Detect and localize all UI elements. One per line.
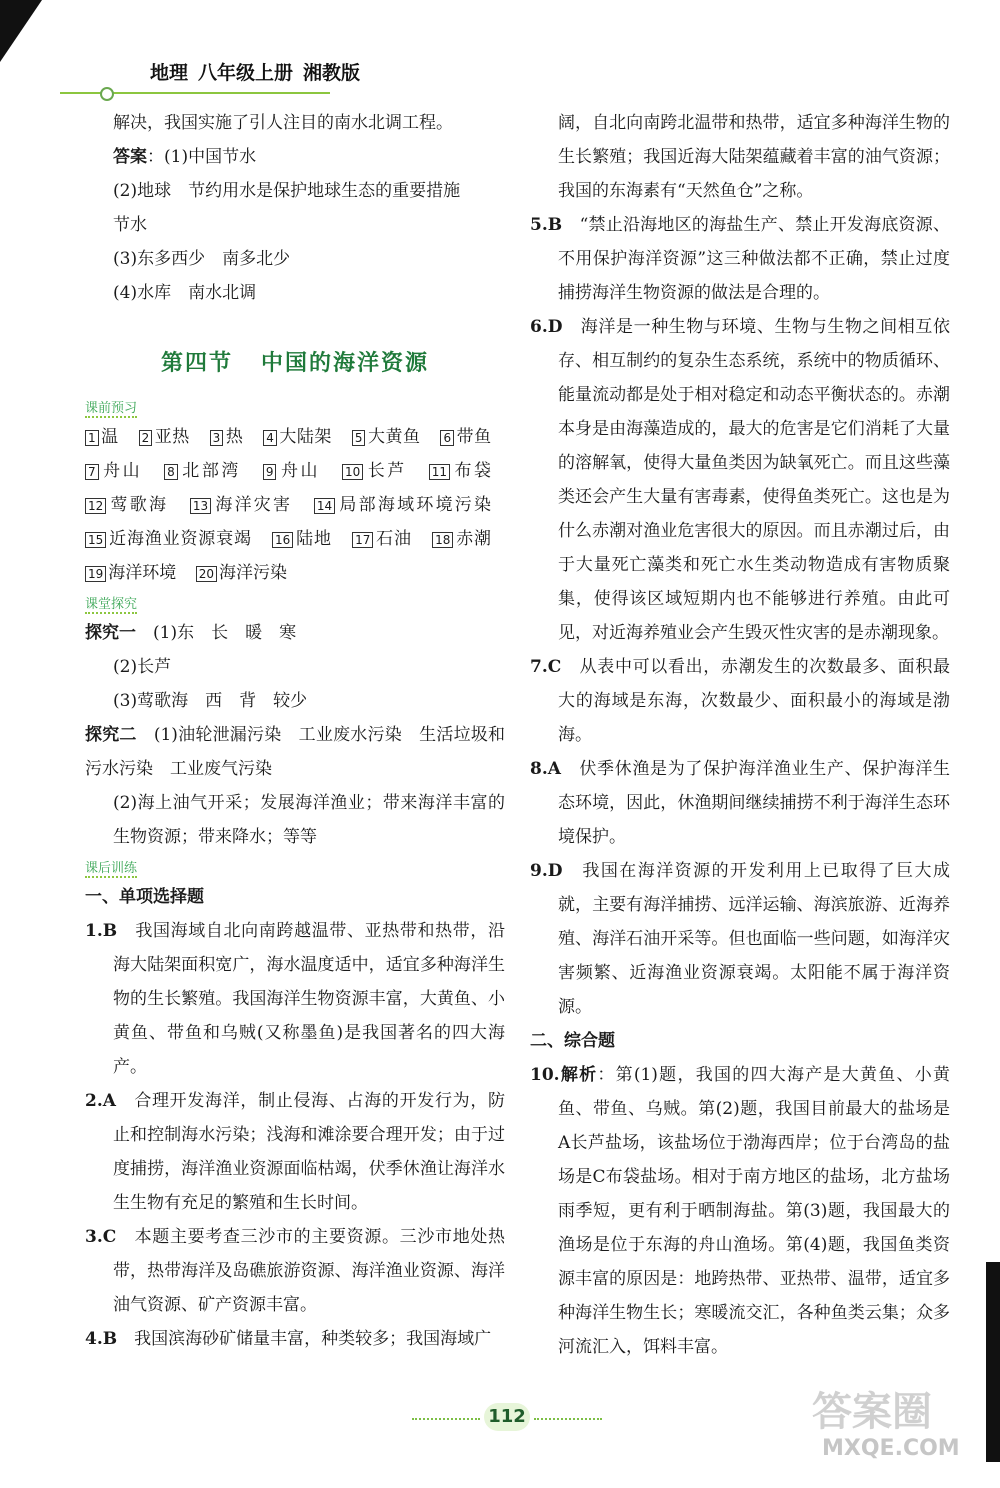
q10-text: ：第(1)题，我国的四大海产是大黄鱼、小黄鱼、带鱼、乌贼。第(2)题，我国目前最大的盐场是A长芦盐场，该盐场位于渤海西岸；位于台湾岛的盐场是C布袋盐场。相对于南方地区的盐场，北方盐场雨季短，更有利于晒制海盐。第(3)题，我国最大的渔场是位于东海的舟山渔场。第(4)题，我国鱼类资源丰富的原因是：地跨热带、亚热带、温带，适宜多种海洋生物生长；寒暖流交汇，各种鱼类云集；众多河流汇入，饵料丰富。 [558,1065,950,1357]
preview-answer-text: 舟山 [278,461,321,481]
preview-answer-number: 10 [342,464,363,480]
preview-answer-item [196,563,287,583]
part1-title: 一、单项选择题 [85,887,204,907]
answer-2b: 节水 [113,215,147,235]
q6-number: 6.D [530,317,563,337]
preview-answer-item [429,461,491,481]
q5-number: 5.B [530,215,563,235]
tag-practice [85,858,505,880]
q9-text: 我国在海洋资源的开发利用上已取得了巨大成就，主要有海洋捕捞、远洋运输、海滨旅游、近海养殖、海洋石油开采等。但也面临一些问题，如海洋灾害频繁、近海渔业资源衰竭。太阳能不属于海洋资源。 [558,861,951,1017]
preview-answer-item [85,529,252,549]
preview-answer-item [85,427,119,447]
preview-answer-item [342,461,407,481]
section-number: 第四节 [160,350,233,376]
header-rule-dot [100,87,114,101]
q2-text: 合理开发海洋，制止侵海、占海的开发行为，防止和控制海水污染；浅海和滩涂要合理开发；由于过度捕捞，海洋渔业资源面临枯竭，伏季休渔让海洋水生生物有充足的繁殖和生长时间。 [113,1091,506,1213]
preview-answer-item [190,495,292,515]
part2-title: 二、综合题 [530,1031,615,1051]
preview-answer-text: 海洋灾害 [213,495,293,515]
footer-rule-left [412,1418,480,1420]
preview-answer-item [210,427,244,447]
tag-explore [85,594,505,616]
preview-answer-list [85,420,505,590]
preview-answer-item [352,427,421,447]
question-6 [530,310,950,650]
preview-answer-number: 5 [352,430,366,446]
preview-answer-text: 莺歌海 [108,495,169,515]
preview-answer-text: 局部海域环境污染 [337,495,492,515]
preview-answer-text: 陆地 [295,529,332,549]
explore1-label: 探究一 [85,623,136,643]
preview-answer-text: 近海渔业资源衰竭 [108,529,252,549]
answer-4: (4)水库 南水北调 [113,283,257,303]
q4-text: 我国滨海砂矿储量丰富，种类较多；我国海域广 [134,1329,492,1349]
question-4 [85,1322,505,1356]
answer-1-text: ：(1)中国节水 [147,147,257,167]
preview-answer-number: 9 [263,464,277,480]
question-4-continued: 阔，自北向南跨北温带和热带，适宜多种海洋生物的生长繁殖；我国近海大陆架蕴藏着丰富的油气资源；我国的东海素有“天然鱼仓”之称。 [558,113,950,201]
preview-answer-number: 13 [190,498,211,514]
preview-answer-item [272,529,332,549]
explore2-b: (2)海上油气开采；发展海洋渔业；带来海洋丰富的生物资源；带来降水；等等 [113,793,505,847]
tag-explore-text: 课堂探究 [85,597,138,612]
corner-decoration [0,0,42,62]
preview-answer-number: 15 [85,532,106,548]
question-7 [530,650,950,752]
question-9 [530,854,950,1024]
preview-answer-number: 6 [440,430,454,446]
explore2-label: 探究二 [85,725,137,745]
preview-answer-number: 7 [85,464,99,480]
preview-answer-item [139,427,190,447]
explore1-c: (3)莺歌海 西 背 较少 [113,691,308,711]
footer-rule-right [534,1418,602,1420]
preview-answer-number: 20 [196,566,217,582]
preview-answer-item [263,461,320,481]
question-10 [530,1058,950,1364]
q10-number: 10.解析 [530,1065,598,1085]
question-8 [530,752,950,854]
q3-number: 3.C [85,1227,117,1247]
q7-text: 从表中可以看出，赤潮发生的次数最多、面积最大的海域是东海，次数最少、面积最小的海域是渤海。 [558,657,951,745]
preview-answer-text: 热 [225,427,244,447]
answer-1 [85,140,505,174]
preview-answer-number: 4 [263,430,277,446]
explore1-a-text: (1)东 长 暖 寒 [153,623,297,643]
q1-number: 1.B [85,921,118,941]
preview-answer-item [164,461,241,481]
preview-answer-item [352,529,412,549]
preview-answer-text: 海洋污染 [218,563,287,583]
page-header [150,58,360,85]
header-subject: 地理 [150,62,189,84]
tag-practice-text: 课后训练 [85,861,138,876]
answer-label: 答案 [113,147,147,167]
q6-text: 海洋是一种生物与环境、生物与生物之间相互依存、相互制约的复杂生态系统，系统中的物质循环、能量流动都是处于相对稳定和动态平衡状态的。赤潮本身是由海藻造成的，最大的危害是它们消耗了大量的溶解氧，使得大量鱼类因为缺氧死亡。而且这些藻类还会产生大量有害毒素，使得鱼类死亡。这也是为什么赤潮对渔业危害很大的原因。而且赤潮过后，由于大量死亡藻类和死亡水生类动物造成有害物质聚集，使得该区域短期内也不能够进行养殖。由此可见，对近海养殖业会产生毁灭性灾害的是赤潮现象。 [558,317,951,643]
tag-preview [85,398,505,420]
preview-answer-text: 海洋环境 [108,563,177,583]
q1-text: 我国海域自北向南跨越温带、亚热带和热带，沿海大陆架面积宽广，海水温度适中，适宜多种海洋生物的生长繁殖。我国海洋生物资源丰富，大黄鱼、小黄鱼、带鱼和乌贼(又称墨鱼)是我国著名的四大海产。 [113,921,506,1077]
answer-3: (3)东多西少 南多北少 [113,249,291,269]
preview-answer-item [263,427,332,447]
preview-answer-number: 8 [164,464,178,480]
preview-answer-number: 18 [432,532,453,548]
preview-answer-text: 赤潮 [455,529,492,549]
q4-number: 4.B [85,1329,118,1349]
explore1-b: (2)长芦 [113,657,172,677]
preview-answer-text: 亚热 [154,427,190,447]
preview-answer-text: 布袋 [452,461,492,481]
preview-answer-number: 11 [429,464,450,480]
header-edition: 湘教版 [303,62,361,84]
q3-text: 本题主要考查三沙市的主要资源。三沙市地处热带，热带海洋及岛礁旅游资源、海洋渔业资源、海洋油气资源、矿产资源丰富。 [113,1227,506,1315]
right-column [530,106,950,1364]
preview-answer-text: 舟山 [100,461,143,481]
preview-answer-text: 长芦 [365,461,407,481]
preview-answer-number: 16 [272,532,293,548]
preview-answer-text: 温 [100,427,119,447]
intro-text: 解决，我国实施了引人注目的南水北调工程。 [113,113,453,133]
section-title [85,346,505,380]
preview-answer-number: 2 [139,430,153,446]
preview-answer-item [440,427,491,447]
watermark-url: MXQE.COM [822,1436,960,1461]
question-2 [85,1084,505,1220]
preview-answer-number: 1 [85,430,99,446]
preview-answer-number: 19 [85,566,106,582]
preview-answer-text: 大黄鱼 [367,427,421,447]
answer-2a: (2)地球 节约用水是保护地球生态的重要措施 [113,181,461,201]
preview-answer-text: 带鱼 [456,427,492,447]
preview-answer-item [85,461,142,481]
q5-text: “禁止沿海地区的海盐生产、禁止开发海底资源、不用保护海洋资源”这三种做法都不正确，禁止过度捕捞海洋生物资源的做法是合理的。 [558,215,950,303]
q8-text: 伏季休渔是为了保护海洋渔业生产、保护海洋生态环境，因此，休渔期间继续捕捞不利于海洋生态环境保护。 [558,759,951,847]
explore2-a-text: (1)油轮泄漏污染 工业废水污染 生活垃圾和污水污染 工业废气污染 [85,725,505,779]
page-number: 112 [484,1403,530,1431]
preview-answer-text: 北部湾 [179,461,241,481]
explore1-a [85,616,505,650]
q9-number: 9.D [530,861,563,881]
preview-answer-item [314,495,491,515]
preview-answer-number: 17 [352,532,373,548]
explore2-a [85,718,505,786]
section-name: 中国的海洋资源 [261,350,430,376]
question-3 [85,1220,505,1322]
question-1 [85,914,505,1084]
q7-number: 7.C [530,657,562,677]
preview-answer-number: 3 [210,430,224,446]
header-grade: 八年级上册 [198,62,294,84]
question-5 [530,208,950,310]
q8-number: 8.A [530,759,561,779]
preview-answer-item [85,495,168,515]
preview-answer-number: 12 [85,498,106,514]
preview-answer-item [85,563,176,583]
left-column [85,106,505,1356]
q2-number: 2.A [85,1091,116,1111]
tag-preview-text: 课前预习 [85,401,138,416]
preview-answer-text: 石油 [375,529,412,549]
preview-answer-item [432,529,491,549]
preview-answer-number: 14 [314,498,335,514]
edge-bar [986,1262,1000,1462]
preview-answer-text: 大陆架 [278,427,332,447]
watermark-logo: 答案圈 [812,1389,932,1435]
